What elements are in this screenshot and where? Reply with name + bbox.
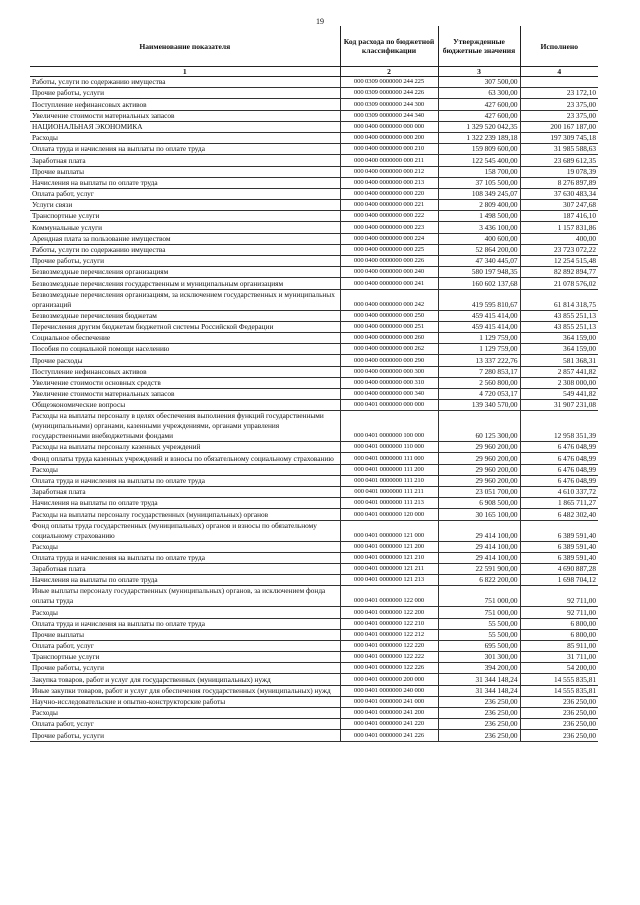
row-code-cell: 000 0401 0000000 241 220	[340, 719, 438, 730]
row-name-cell: Начисления на выплаты по оплате труда	[30, 177, 340, 188]
row-done-cell: 37 630 483,34	[520, 188, 598, 199]
row-code-cell: 000 0401 0000000 100 000	[340, 411, 438, 442]
row-done-cell: 23 375,00	[520, 110, 598, 121]
row-approved-cell: 6 908 500,00	[438, 498, 520, 509]
row-approved-cell: 419 595 810,67	[438, 289, 520, 310]
row-name-cell: Общеэкономические вопросы	[30, 400, 340, 411]
row-name-cell: Расходы	[30, 708, 340, 719]
row-name-cell: Расходы	[30, 464, 340, 475]
table-body	[30, 77, 598, 742]
row-done-cell: 43 855 251,13	[520, 310, 598, 321]
table-row	[30, 222, 598, 233]
row-approved-cell: 4 720 053,17	[438, 388, 520, 399]
table-row	[30, 121, 598, 132]
row-done-cell: 364 159,00	[520, 344, 598, 355]
row-done-cell: 21 078 576,02	[520, 278, 598, 289]
row-code-cell: 000 0401 0000000 122 222	[340, 652, 438, 663]
row-approved-cell: 23 051 700,00	[438, 487, 520, 498]
row-name-cell: Оплата труда и начисления на выплаты по оплате труда	[30, 475, 340, 486]
row-code-cell: 000 0400 0000000 000 242	[340, 289, 438, 310]
row-approved-cell: 400 600,00	[438, 233, 520, 244]
row-name-cell: Прочие выплаты	[30, 166, 340, 177]
table-row	[30, 244, 598, 255]
row-approved-cell: 160 602 137,68	[438, 278, 520, 289]
table-row	[30, 607, 598, 618]
row-done-cell: 92 711,00	[520, 586, 598, 607]
table-row	[30, 110, 598, 121]
row-done-cell: 23 375,00	[520, 99, 598, 110]
row-name-cell: Работы, услуги по содержанию имущества	[30, 77, 340, 88]
row-approved-cell: 6 822 200,00	[438, 575, 520, 586]
row-approved-cell: 47 340 445,07	[438, 256, 520, 267]
table-row	[30, 464, 598, 475]
row-name-cell: Прочие расходы	[30, 355, 340, 366]
row-code-cell: 000 0400 0000000 000 221	[340, 200, 438, 211]
column-index-row	[30, 67, 598, 77]
table-row	[30, 211, 598, 222]
row-code-cell: 000 0401 0000000 110 000	[340, 442, 438, 453]
row-approved-cell: 29 414 100,00	[438, 541, 520, 552]
row-code-cell: 000 0401 0000000 121 210	[340, 552, 438, 563]
row-done-cell: 23 723 072,22	[520, 244, 598, 255]
row-code-cell: 000 0400 0000000 000 290	[340, 355, 438, 366]
row-code-cell: 000 0400 0000000 000 260	[340, 332, 438, 343]
row-code-cell: 000 0401 0000000 200 000	[340, 674, 438, 685]
row-name-cell: Услуги связи	[30, 200, 340, 211]
row-done-cell: 14 555 835,81	[520, 685, 598, 696]
header-code: Код расхода по бюджетной классификации	[340, 26, 438, 67]
table-row	[30, 321, 598, 332]
header-done: Исполнено	[520, 26, 598, 67]
table-row	[30, 166, 598, 177]
row-name-cell: Расходы на выплаты персоналу в целях обеспечения выполнения функций государственными (муниципальными) органами, казенными учреждениями, органами управления государственными внебюджетными фондами	[30, 411, 340, 442]
row-code-cell: 000 0400 0000000 000 240	[340, 267, 438, 278]
table-row	[30, 366, 598, 377]
row-done-cell: 549 441,82	[520, 388, 598, 399]
row-code-cell: 000 0400 0000000 000 225	[340, 244, 438, 255]
row-done-cell: 2 308 000,00	[520, 377, 598, 388]
row-done-cell: 1 157 831,86	[520, 222, 598, 233]
header-name: Наименование показателя	[30, 26, 340, 67]
row-done-cell: 4 610 337,72	[520, 487, 598, 498]
row-done-cell: 6 389 591,40	[520, 552, 598, 563]
row-approved-cell: 31 344 148,24	[438, 674, 520, 685]
row-name-cell: Прочие выплаты	[30, 629, 340, 640]
row-approved-cell: 751 000,00	[438, 607, 520, 618]
row-done-cell: 236 250,00	[520, 708, 598, 719]
table-row	[30, 177, 598, 188]
row-approved-cell: 459 415 414,00	[438, 310, 520, 321]
table-row	[30, 144, 598, 155]
row-done-cell: 307 247,68	[520, 200, 598, 211]
row-name-cell: Увеличение стоимости основных средств	[30, 377, 340, 388]
row-done-cell: 6 476 048,99	[520, 442, 598, 453]
table-row	[30, 233, 598, 244]
row-approved-cell: 29 960 200,00	[438, 464, 520, 475]
row-code-cell: 000 0400 0000000 000 211	[340, 155, 438, 166]
row-done-cell: 23 172,10	[520, 88, 598, 99]
table-row	[30, 520, 598, 541]
row-name-cell: Перечисления другим бюджетам бюджетной системы Российской Федерации	[30, 321, 340, 332]
table-row	[30, 708, 598, 719]
table-row	[30, 509, 598, 520]
row-name-cell: Безвозмездные перечисления бюджетам	[30, 310, 340, 321]
row-code-cell: 000 0400 0000000 000 310	[340, 377, 438, 388]
row-name-cell: Оплата труда и начисления на выплаты по оплате труда	[30, 144, 340, 155]
row-done-cell: 6 476 048,99	[520, 475, 598, 486]
row-name-cell: Расходы	[30, 607, 340, 618]
row-approved-cell: 29 414 100,00	[438, 520, 520, 541]
row-approved-cell: 2 560 800,00	[438, 377, 520, 388]
table-row	[30, 442, 598, 453]
row-approved-cell: 30 165 100,00	[438, 509, 520, 520]
column-index: 4	[520, 67, 598, 77]
row-code-cell: 000 0401 0000000 122 212	[340, 629, 438, 640]
row-name-cell: Пособия по социальной помощи населению	[30, 344, 340, 355]
row-done-cell: 187 416,10	[520, 211, 598, 222]
row-name-cell: Заработная плата	[30, 155, 340, 166]
table-row	[30, 575, 598, 586]
row-done-cell: 43 855 251,13	[520, 321, 598, 332]
budget-execution-table	[30, 26, 598, 742]
row-done-cell: 4 690 887,28	[520, 563, 598, 574]
row-done-cell: 31 985 588,63	[520, 144, 598, 155]
row-approved-cell: 139 340 570,00	[438, 400, 520, 411]
row-name-cell: Поступление нефинансовых активов	[30, 366, 340, 377]
row-name-cell: Заработная плата	[30, 487, 340, 498]
row-approved-cell: 427 600,00	[438, 110, 520, 121]
table-row	[30, 696, 598, 707]
row-code-cell: 000 0401 0000000 122 000	[340, 586, 438, 607]
row-approved-cell: 29 960 200,00	[438, 453, 520, 464]
row-approved-cell: 29 960 200,00	[438, 475, 520, 486]
row-code-cell: 000 0400 0000000 000 212	[340, 166, 438, 177]
row-done-cell: 14 555 835,81	[520, 674, 598, 685]
row-approved-cell: 459 415 414,00	[438, 321, 520, 332]
row-approved-cell: 394 200,00	[438, 663, 520, 674]
row-name-cell: Работы, услуги по содержанию имущества	[30, 244, 340, 255]
table-row	[30, 730, 598, 741]
row-name-cell: Оплата работ, услуг	[30, 640, 340, 651]
row-code-cell: 000 0400 0000000 000 000	[340, 121, 438, 132]
row-approved-cell: 580 197 948,35	[438, 267, 520, 278]
row-approved-cell: 122 545 400,00	[438, 155, 520, 166]
row-code-cell: 000 0401 0000000 111 213	[340, 498, 438, 509]
row-code-cell: 000 0401 0000000 240 000	[340, 685, 438, 696]
row-approved-cell: 31 344 148,24	[438, 685, 520, 696]
row-approved-cell: 63 300,00	[438, 88, 520, 99]
row-code-cell: 000 0401 0000000 121 000	[340, 520, 438, 541]
row-name-cell: Безвозмездные перечисления государственным и муниципальным организациям	[30, 278, 340, 289]
row-approved-cell: 29 960 200,00	[438, 442, 520, 453]
row-name-cell: Расходы	[30, 132, 340, 143]
row-approved-cell: 236 250,00	[438, 708, 520, 719]
column-index: 2	[340, 67, 438, 77]
table-row	[30, 498, 598, 509]
table-row	[30, 629, 598, 640]
row-done-cell	[520, 77, 598, 88]
row-name-cell: Транспортные услуги	[30, 652, 340, 663]
row-approved-cell: 1 129 759,00	[438, 332, 520, 343]
table-row	[30, 310, 598, 321]
row-approved-cell: 158 700,00	[438, 166, 520, 177]
row-code-cell: 000 0400 0000000 000 226	[340, 256, 438, 267]
table-row	[30, 289, 598, 310]
row-code-cell: 000 0400 0000000 000 241	[340, 278, 438, 289]
row-code-cell: 000 0401 0000000 122 200	[340, 607, 438, 618]
row-name-cell: НАЦИОНАЛЬНАЯ ЭКОНОМИКА	[30, 121, 340, 132]
row-approved-cell: 1 329 520 042,35	[438, 121, 520, 132]
row-approved-cell: 1 129 759,00	[438, 344, 520, 355]
row-code-cell: 000 0401 0000000 000 000	[340, 400, 438, 411]
row-code-cell: 000 0309 0000000 244 225	[340, 77, 438, 88]
table-row	[30, 552, 598, 563]
table-row	[30, 652, 598, 663]
row-approved-cell: 236 250,00	[438, 730, 520, 741]
row-name-cell: Расходы на выплаты персоналу государственных (муниципальных) органов	[30, 509, 340, 520]
row-done-cell: 1 698 704,12	[520, 575, 598, 586]
row-approved-cell: 695 500,00	[438, 640, 520, 651]
column-index: 1	[30, 67, 340, 77]
row-name-cell: Безвозмездные перечисления организациям	[30, 267, 340, 278]
row-approved-cell: 159 809 600,00	[438, 144, 520, 155]
row-done-cell: 54 200,00	[520, 663, 598, 674]
row-code-cell: 000 0401 0000000 121 213	[340, 575, 438, 586]
header-approved: Утвержденные бюджетные значения	[438, 26, 520, 67]
row-name-cell: Начисления на выплаты по оплате труда	[30, 575, 340, 586]
row-done-cell: 92 711,00	[520, 607, 598, 618]
row-done-cell: 6 476 048,99	[520, 464, 598, 475]
table-row	[30, 132, 598, 143]
row-done-cell: 1 865 711,27	[520, 498, 598, 509]
row-approved-cell: 55 500,00	[438, 629, 520, 640]
row-name-cell: Арендная плата за пользование имуществом	[30, 233, 340, 244]
row-done-cell: 82 892 894,77	[520, 267, 598, 278]
row-done-cell: 85 911,00	[520, 640, 598, 651]
table-row	[30, 475, 598, 486]
table-row	[30, 377, 598, 388]
row-done-cell: 236 250,00	[520, 696, 598, 707]
row-name-cell: Заработная плата	[30, 563, 340, 574]
table-row	[30, 256, 598, 267]
row-done-cell: 200 167 187,00	[520, 121, 598, 132]
row-code-cell: 000 0401 0000000 241 000	[340, 696, 438, 707]
row-code-cell: 000 0400 0000000 000 251	[340, 321, 438, 332]
row-code-cell: 000 0401 0000000 111 000	[340, 453, 438, 464]
row-code-cell: 000 0400 0000000 000 223	[340, 222, 438, 233]
row-name-cell: Оплата труда и начисления на выплаты по оплате труда	[30, 552, 340, 563]
row-code-cell: 000 0400 0000000 000 210	[340, 144, 438, 155]
table-row	[30, 355, 598, 366]
row-approved-cell: 29 414 100,00	[438, 552, 520, 563]
row-done-cell: 2 857 441,82	[520, 366, 598, 377]
row-name-cell: Фонд оплаты труда государственных (муниципальных) органов и взносы по обязательному социальному страхованию	[30, 520, 340, 541]
row-approved-cell: 13 337 222,76	[438, 355, 520, 366]
row-done-cell: 364 159,00	[520, 332, 598, 343]
table-row	[30, 400, 598, 411]
table-row	[30, 278, 598, 289]
table-row	[30, 674, 598, 685]
row-name-cell: Увеличение стоимости материальных запасов	[30, 110, 340, 121]
row-code-cell: 000 0400 0000000 000 262	[340, 344, 438, 355]
row-code-cell: 000 0400 0000000 000 250	[340, 310, 438, 321]
row-done-cell: 31 907 231,08	[520, 400, 598, 411]
row-name-cell: Начисления на выплаты по оплате труда	[30, 498, 340, 509]
row-code-cell: 000 0401 0000000 241 226	[340, 730, 438, 741]
row-done-cell: 31 711,00	[520, 652, 598, 663]
row-code-cell: 000 0401 0000000 122 220	[340, 640, 438, 651]
row-name-cell: Оплата работ, услуг	[30, 719, 340, 730]
row-name-cell: Расходы на выплаты персоналу казенных учреждений	[30, 442, 340, 453]
row-approved-cell: 427 600,00	[438, 99, 520, 110]
row-approved-cell: 60 125 300,00	[438, 411, 520, 442]
row-done-cell: 6 800,00	[520, 629, 598, 640]
table-row	[30, 344, 598, 355]
row-name-cell: Оплата труда и начисления на выплаты по оплате труда	[30, 618, 340, 629]
table-row	[30, 663, 598, 674]
table-row	[30, 188, 598, 199]
row-name-cell: Прочие работы, услуги	[30, 663, 340, 674]
table-row	[30, 155, 598, 166]
row-name-cell: Поступление нефинансовых активов	[30, 99, 340, 110]
table-row	[30, 332, 598, 343]
table-row	[30, 88, 598, 99]
row-name-cell: Иные выплаты персоналу государственных (муниципальных) органов, за исключением фонда оплаты труда	[30, 586, 340, 607]
row-code-cell: 000 0400 0000000 000 224	[340, 233, 438, 244]
row-done-cell: 581 368,31	[520, 355, 598, 366]
table-row	[30, 640, 598, 651]
row-code-cell: 000 0400 0000000 000 213	[340, 177, 438, 188]
row-approved-cell: 7 280 853,17	[438, 366, 520, 377]
table-row	[30, 99, 598, 110]
row-approved-cell: 301 300,00	[438, 652, 520, 663]
row-approved-cell: 236 250,00	[438, 696, 520, 707]
row-done-cell: 23 689 612,35	[520, 155, 598, 166]
row-done-cell: 19 078,39	[520, 166, 598, 177]
table-row	[30, 618, 598, 629]
table-row	[30, 541, 598, 552]
row-code-cell: 000 0401 0000000 121 211	[340, 563, 438, 574]
row-name-cell: Прочие работы, услуги	[30, 730, 340, 741]
table-row	[30, 586, 598, 607]
row-code-cell: 000 0401 0000000 121 200	[340, 541, 438, 552]
row-code-cell: 000 0401 0000000 111 211	[340, 487, 438, 498]
row-code-cell: 000 0401 0000000 122 226	[340, 663, 438, 674]
row-done-cell: 6 389 591,40	[520, 541, 598, 552]
table-row	[30, 487, 598, 498]
row-approved-cell: 3 436 100,00	[438, 222, 520, 233]
row-code-cell: 000 0309 0000000 244 226	[340, 88, 438, 99]
row-approved-cell: 2 809 400,00	[438, 200, 520, 211]
row-approved-cell: 751 000,00	[438, 586, 520, 607]
row-done-cell: 236 250,00	[520, 730, 598, 741]
row-code-cell: 000 0401 0000000 111 200	[340, 464, 438, 475]
row-done-cell: 12 254 515,48	[520, 256, 598, 267]
table-row	[30, 267, 598, 278]
row-code-cell: 000 0400 0000000 000 300	[340, 366, 438, 377]
row-approved-cell: 52 864 200,00	[438, 244, 520, 255]
row-code-cell: 000 0401 0000000 122 210	[340, 618, 438, 629]
row-done-cell: 6 482 302,40	[520, 509, 598, 520]
table-row	[30, 200, 598, 211]
row-code-cell: 000 0400 0000000 000 340	[340, 388, 438, 399]
row-code-cell: 000 0401 0000000 241 200	[340, 708, 438, 719]
row-done-cell: 8 276 897,89	[520, 177, 598, 188]
row-done-cell: 236 250,00	[520, 719, 598, 730]
row-approved-cell: 236 250,00	[438, 719, 520, 730]
row-code-cell: 000 0401 0000000 111 210	[340, 475, 438, 486]
row-done-cell: 6 800,00	[520, 618, 598, 629]
row-code-cell: 000 0309 0000000 244 300	[340, 99, 438, 110]
table-row	[30, 563, 598, 574]
row-name-cell: Увеличение стоимости материальных запасов	[30, 388, 340, 399]
row-name-cell: Прочие работы, услуги	[30, 256, 340, 267]
row-code-cell: 000 0400 0000000 000 220	[340, 188, 438, 199]
row-done-cell: 6 389 591,40	[520, 520, 598, 541]
row-approved-cell: 55 500,00	[438, 618, 520, 629]
row-code-cell: 000 0309 0000000 244 340	[340, 110, 438, 121]
row-approved-cell: 307 500,00	[438, 77, 520, 88]
table-row	[30, 453, 598, 464]
row-done-cell: 400,00	[520, 233, 598, 244]
page-number: 19	[316, 17, 324, 26]
table-row	[30, 719, 598, 730]
table-row	[30, 388, 598, 399]
row-name-cell: Иные закупки товаров, работ и услуг для обеспечения государственных (муниципальных) нужд	[30, 685, 340, 696]
row-name-cell: Закупка товаров, работ и услуг для государственных (муниципальных) нужд	[30, 674, 340, 685]
row-name-cell: Прочие работы, услуги	[30, 88, 340, 99]
row-approved-cell: 37 105 500,00	[438, 177, 520, 188]
row-name-cell: Коммунальные услуги	[30, 222, 340, 233]
row-done-cell: 61 814 318,75	[520, 289, 598, 310]
row-approved-cell: 1 322 239 189,18	[438, 132, 520, 143]
table-row	[30, 685, 598, 696]
row-approved-cell: 22 591 900,00	[438, 563, 520, 574]
table-row	[30, 411, 598, 442]
header-row	[30, 26, 598, 67]
row-done-cell: 197 309 745,18	[520, 132, 598, 143]
row-done-cell: 12 958 351,39	[520, 411, 598, 442]
row-name-cell: Социальное обеспечение	[30, 332, 340, 343]
row-name-cell: Расходы	[30, 541, 340, 552]
row-name-cell: Оплата работ, услуг	[30, 188, 340, 199]
row-name-cell: Транспортные услуги	[30, 211, 340, 222]
row-code-cell: 000 0401 0000000 120 000	[340, 509, 438, 520]
column-index: 3	[438, 67, 520, 77]
row-name-cell: Безвозмездные перечисления организациям, за исключением государственных и муниципальных организаций	[30, 289, 340, 310]
row-code-cell: 000 0400 0000000 000 222	[340, 211, 438, 222]
row-code-cell: 000 0400 0000000 000 200	[340, 132, 438, 143]
row-done-cell: 6 476 048,99	[520, 453, 598, 464]
row-approved-cell: 1 498 500,00	[438, 211, 520, 222]
row-name-cell: Фонд оплаты труда казенных учреждений и взносы по обязательному социальному страхованию	[30, 453, 340, 464]
row-approved-cell: 108 349 245,07	[438, 188, 520, 199]
row-name-cell: Научно-исследовательские и опытно-конструкторские работы	[30, 696, 340, 707]
table-row	[30, 77, 598, 88]
